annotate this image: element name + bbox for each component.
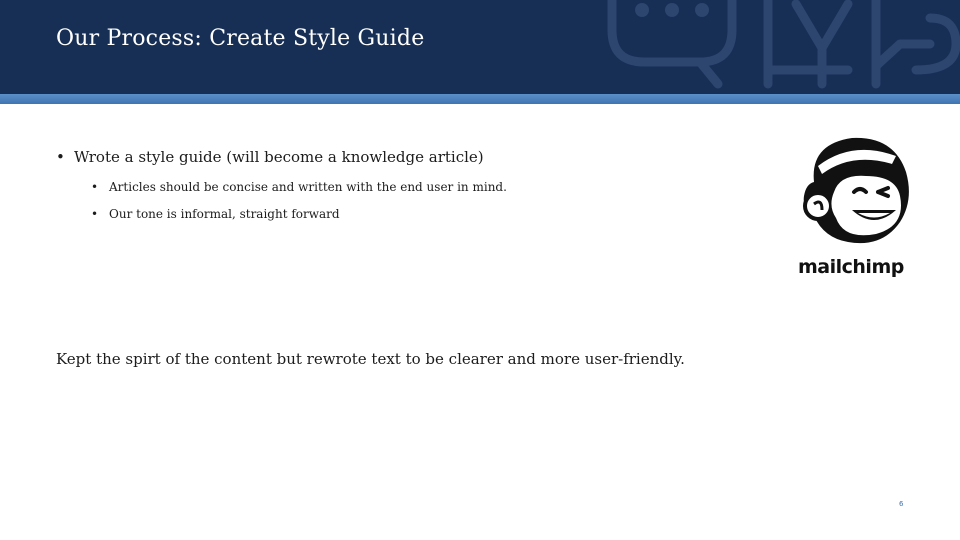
sub-bullet-item: [91, 180, 507, 194]
sub-bullet-text: Our tone is informal, straight forward: [109, 207, 340, 221]
bullet-list: [56, 148, 507, 234]
bullet-item: [56, 148, 507, 166]
title-bar: [0, 0, 960, 94]
body-paragraph: Kept the spirt of the content but rewrote text to be clearer and more user-friendly.: [56, 350, 685, 368]
title-bar-accent-strip: [0, 94, 960, 104]
bullet-dot-icon: •: [91, 207, 99, 221]
bullet-dot-icon: •: [56, 148, 65, 166]
bullet-dot-icon: •: [91, 180, 99, 194]
mailchimp-freddie-logo-icon: [796, 130, 916, 250]
page-number: 6: [899, 500, 904, 508]
bullet-text: Wrote a style guide (will become a knowledge article): [74, 148, 484, 166]
sub-bullet-item: [91, 207, 507, 221]
mailchimp-wordmark: mailchimp: [798, 256, 904, 278]
slide-title: Our Process: Create Style Guide: [56, 26, 425, 51]
decorative-header-pattern-icon: [600, 0, 960, 94]
sub-bullet-text: Articles should be concise and written with the end user in mind.: [109, 180, 507, 194]
